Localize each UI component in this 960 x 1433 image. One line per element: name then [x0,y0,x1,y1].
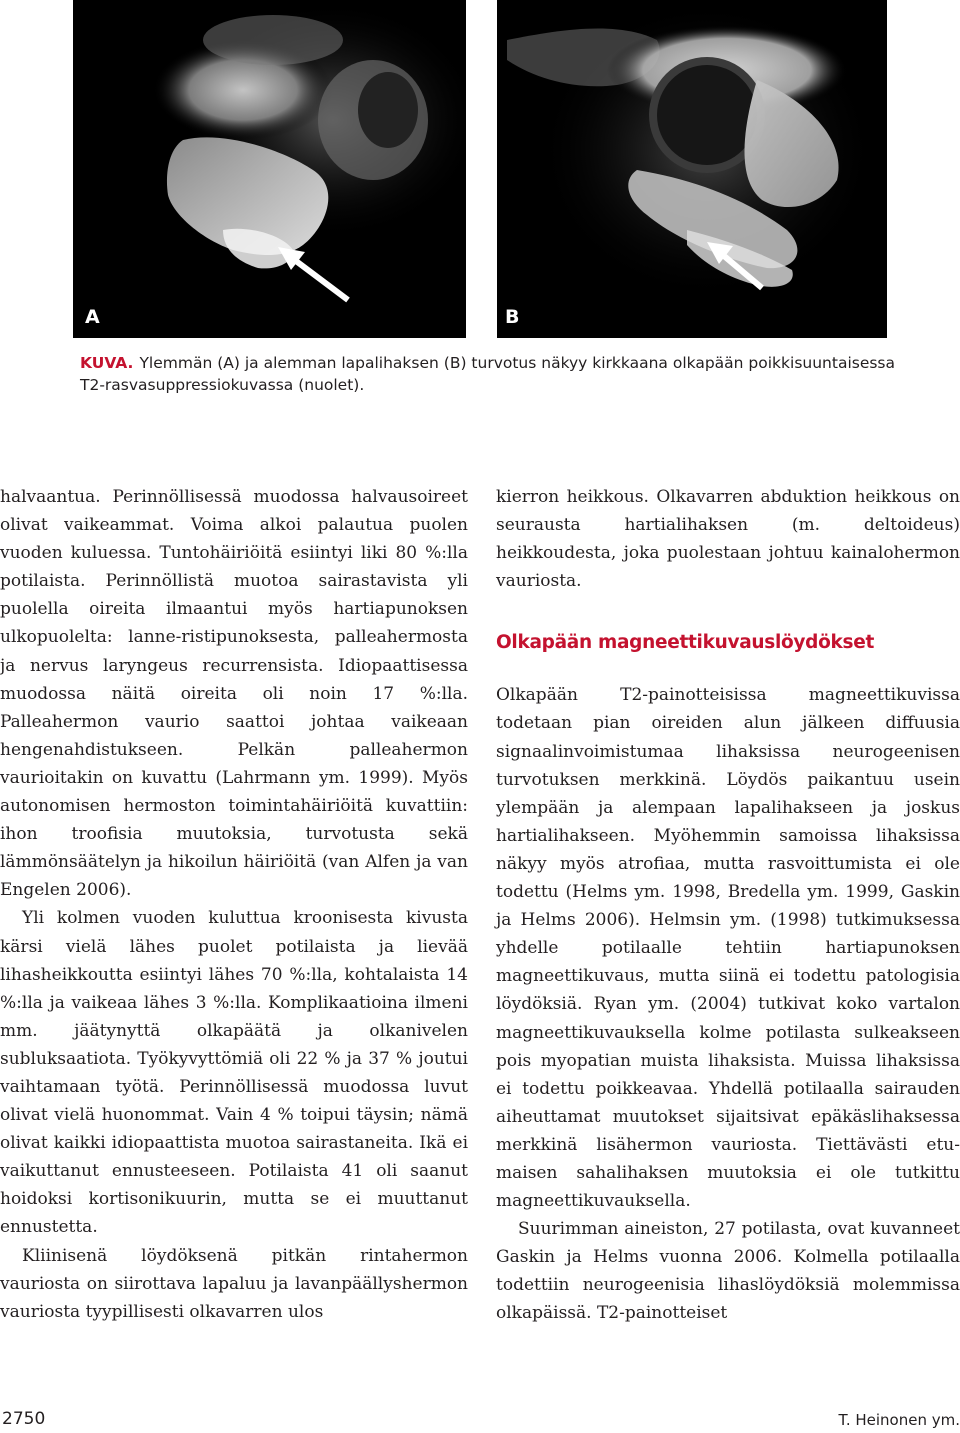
right-paragraph-1: Olkapään T2-painotteisissa magneettikuvissa todetaan pian oireiden alun jälkeen diffuusia signaalinvoimistumaa lihaksissa neurogeenisen turvotuksen merkkinä. Löydös paikantuu usein ylempään ja alempaan lapalihakseen ja joskus hartialihakseen. Myöhemmin samoissa lihaksissa näkyy myös atrofiaa, mutta rasvoittumista ei ole todettu (Helms ym. 1998, Bredella ym. 1999, Gaskin ja Helms 2006). Helmsin ym. (1998) tutkimuksessa yhdelle potilaalle tehtiin hartiapunoksen magneettikuvaus, mutta siinä ei todettu patologisia löydöksiä. Ryan ym. (2004) tutkivat koko vartalon magneettikuvauksella kolme potilasta sulkeakseen pois myopatian muista lihaksista. Muissa lihaksissa ei todettu poikkeavaa. Yhdellä potilaalla sairauden aiheuttamat muutokset sijaitsivat epäkäslihaksessa merkkinä lisähermon vauriosta. Tiettävästi etumaisen sahalihaksen muutoksia ei ole tutkittu magneettikuvauksella. [496,685,960,1212]
caption-text: Ylemmän (A) ja alemman lapalihaksen (B) turvotus näkyy kirkkaana olkapään poikkisuuntaisessa T2-rasvasuppressiokuvassa (nuolet). [80,354,896,394]
mri-image-b-graphic [497,0,887,338]
footer-author: T. Heinonen ym. [838,1411,960,1429]
page-number: 2750 [2,1409,46,1429]
right-intro-paragraph: kierron heikkous. Olkavarren abduktion heikkous on seurausta hartialihaksen (m. deltoideus) heikkoudesta, joka puolestaan johtuu kainalohermon vauriosta. [496,487,960,592]
left-paragraph-3: Kliinisenä löydöksenä pitkän rintahermon vauriosta on siirottava lapaluu ja lavanpäällyshermon vauriosta tyypillisesti olkavarren ulos [0,1245,468,1322]
right-column [496,483,960,1328]
left-paragraph-2: Yli kolmen vuoden kuluttua kroonisesta kivusta kärsi vielä lähes puolet potilaista ja lievää lihasheikkoutta esiintyi lähes 70 %:lla, kohtalaista 14 %:lla ja vaikeaa lähes 3 %:lla. Komplikaatioina ilmeni mm. jäätynyttä olkapäätä ja olkanivelen subluksaatiota. Työkyvyttömiä oli 22 % ja 37 % joutui vaihtamaan työtä. Perinnöllisessä muodossa luvut olivat vielä huonommat. Vain 4 % toipui täysin; nämä olivat kaikki idiopaattista muotoa sairastaneita. Ikä ei vaikuttanut ennusteeseen. Potilaista 41 oli saanut hoidoksi kortisonikuurin, mutta se ei muuttanut ennustetta. [0,908,468,1238]
mri-image-a-graphic [73,0,466,338]
mri-image-a [73,0,466,338]
mri-image-b [497,0,887,338]
left-paragraph-1: halvaantua. Perinnöllisessä muodossa halvausoireet olivat vaikeammat. Voima alkoi palautua puolen vuoden kuluessa. Tuntohäiriöitä esiintyi liki 80 %:lla potilaista. Perinnöllistä muotoa sairastavista yli puolella oireita ilmaantui myös hartiapunoksen ulkopuolelta: lanne-ristipunoksesta, palleahermosta ja nervus laryngeus recurrensista. Idiopaattisessa muodossa näitä oireita oli noin 17 %:lla. Palleahermon vaurio saattoi johtaa vaikeaan hengenahdistukseen. Pelkän palleahermon vaurioitakin on kuvattu (Lahrmann ym. 1999). Myös autonomisen hermoston toimintahäiriöitä kuvattiin: ihon troofisia muutoksia, turvotusta sekä lämmönsäätelyn ja hikoilun häiriöitä (van Alfen ja van Engelen 2006). [0,487,468,901]
section-heading: Olkapään magneettikuvauslöydökset [496,632,875,654]
panel-b-label: B [505,306,520,328]
figure-caption [80,352,910,396]
caption-label: KUVA. [80,354,134,372]
left-column [0,483,468,1326]
right-paragraph-2: Suurimman aineiston, 27 potilasta, ovat kuvanneet Gaskin ja Helms vuonna 2006. Kolmella potilaalla todettiin neurogeenisia lihaslöydöksiä molemmissa olkapäissä. T2-painotteiset [496,1219,960,1324]
panel-a-label: A [85,306,100,328]
